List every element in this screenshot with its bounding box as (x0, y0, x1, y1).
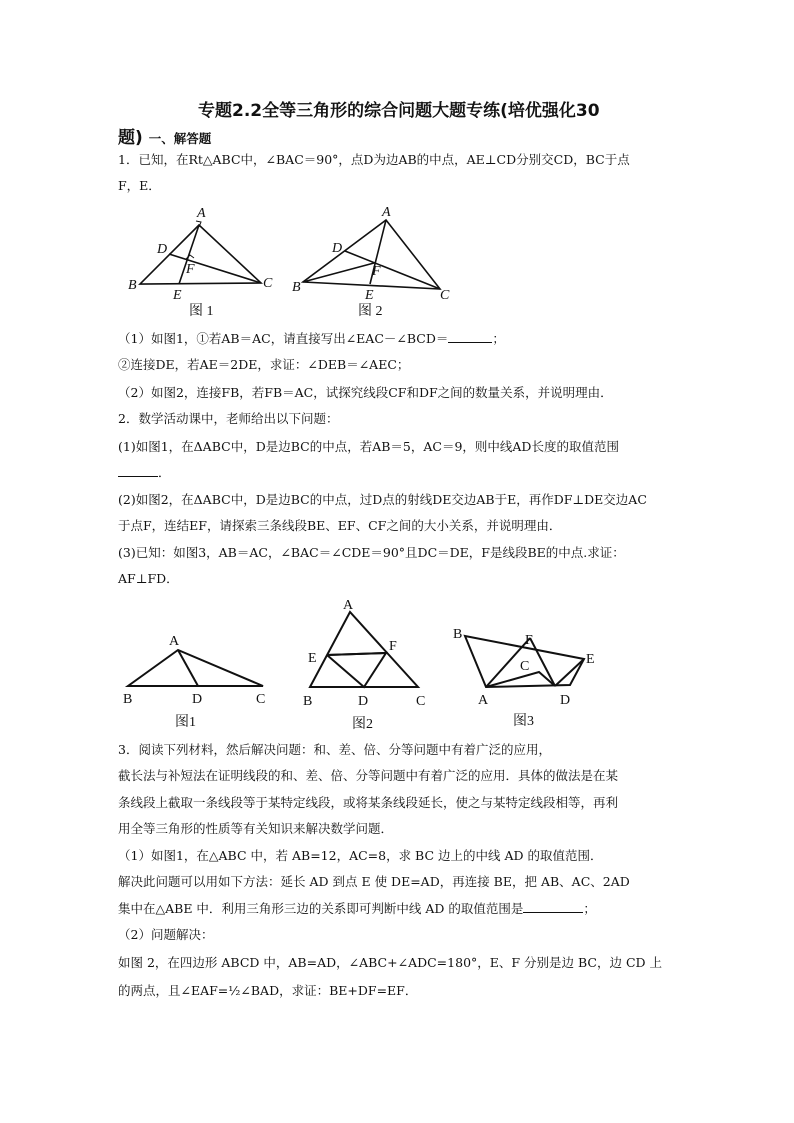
q3-part-1-method: 解决此问题可以用如下方法：延长 AD 到点 E 使 DE=AD，再连接 BE，把 AB、AC、2AD (118, 874, 630, 889)
q2-fig2-label-c: C (416, 694, 426, 709)
q3-part-1-conclusion-end: ； (583, 901, 596, 916)
q2-part-2-line-1: (2)如图2，在ΔABC中，D是边BC的中点，过D点的射线DE交边AB于E，再作DF⊥DE交边AC (118, 492, 647, 507)
q1-fig2-caption: 图 2 (358, 304, 383, 319)
q2-part-1-end: ． (158, 465, 171, 480)
q1-answer-blank-1[interactable] (448, 331, 492, 343)
q1-part-1a (118, 331, 678, 347)
q1-fig1-label-e: E (173, 288, 182, 303)
q2-figure-3 (450, 625, 610, 740)
q1-fig2-segment-fb (303, 263, 374, 282)
q1-stem-line-1: 1．已知，在Rt△ABC中，∠BAC＝90°，点D为边AB的中点，AE⊥CD分别交CD，BC于点 (118, 152, 630, 167)
q3-answer-blank-1[interactable] (523, 901, 583, 913)
q3-material-line-2: 条线段上截取一条线段等于某特定线段，或将某条线段延长，使之与某特定线段相等，再利 (118, 795, 619, 810)
q2-part-3-line-1: (3)已知：如图3，AB＝AC，∠BAC＝∠CDE＝90°且DC＝DE，F是线段BE的中点.求证： (118, 545, 625, 560)
q2-fig2-label-a: A (343, 598, 354, 613)
q2-fig2-label-d: D (358, 694, 369, 709)
q1-figure-2 (290, 203, 460, 343)
q3-part-2: （2）问题解决： (118, 927, 214, 942)
q2-fig2-label-f: F (389, 639, 397, 654)
q3-part-1: （1）如图1，在△ABC 中，若 AB=12，AC=8，求 BC 边上的中线 AD 的取值范围． (118, 848, 603, 863)
q2-fig3-label-c: C (520, 659, 530, 674)
section-heading: 一、解答题 (148, 131, 212, 146)
q1-fig1-right-angle-f (186, 255, 194, 259)
q2-fig2-caption: 图2 (352, 717, 373, 732)
q2-fig1-label-a: A (169, 634, 180, 649)
q2-fig2-label-e: E (308, 651, 317, 666)
title-line-2: 题) (118, 128, 143, 148)
q1-fig1-label-b: B (128, 278, 137, 293)
q1-fig2-label-c: C (440, 288, 450, 303)
q2-fig3-label-f: F (525, 633, 533, 648)
q1-part-2: （2）如图2，连接FB，若FB＝AC，试探究线段CF和DF之间的数量关系，并说明理由． (118, 385, 613, 400)
q1-fig2-label-a: A (382, 205, 391, 220)
q1-stem-line-2: F，E． (118, 178, 161, 193)
q1-part-1a-end: ； (492, 331, 505, 346)
q2-part-2-line-2: 于点F，连结EF，请探索三条线段BE、EF、CF之间的大小关系，并说明理由． (118, 518, 562, 533)
q2-stem: 2．数学活动课中，老师给出以下问题： (118, 411, 339, 426)
q1-figure-1 (125, 203, 285, 343)
q2-fig3-label-d: D (560, 693, 571, 708)
q1-fig1-label-c: C (263, 276, 273, 291)
q2-fig1-median-ad (178, 650, 198, 686)
q1-fig1-label-f: F (186, 262, 195, 277)
q2-fig1-label-b: B (123, 692, 133, 707)
q1-fig1-caption: 图 1 (189, 304, 214, 319)
q2-fig3-caption: 图3 (513, 714, 534, 729)
q2-figure-2 (300, 595, 440, 740)
q3-part-1-conclusion (118, 901, 678, 917)
q1-fig1-label-d: D (157, 242, 168, 257)
q2-fig3-segment-fd (530, 638, 555, 686)
q1-part-1b: ②连接DE，若AE＝2DE，求证：∠DEB＝∠AEC； (118, 357, 410, 372)
q2-fig2-triangle-abc (310, 612, 418, 687)
q2-answer-blank-1[interactable] (118, 465, 158, 477)
q1-fig2-label-e: E (365, 288, 374, 303)
q1-fig2-label-b: B (292, 280, 301, 295)
q2-fig1-label-c: C (256, 692, 266, 707)
q2-fig1-caption: 图1 (175, 715, 196, 730)
q2-fig2-label-b: B (303, 694, 313, 709)
q2-part-1-answer-line (118, 465, 678, 481)
q2-part-1: (1)如图1，在ΔABC中，D是边BC的中点，若AB＝5，AC＝9，则中线AD长度的取值范围 (118, 439, 619, 454)
q1-fig1-label-a: A (197, 206, 206, 221)
q3-part-1-conclusion-text: 集中在△ABE 中．利用三角形三边的关系即可判断中线 AD 的取值范围是 (118, 901, 524, 916)
q3-material-line-3: 用全等三角形的性质等有关知识来解决数学问题． (118, 821, 394, 836)
q2-figure-1 (118, 628, 278, 738)
q2-fig1-label-d: D (192, 692, 203, 707)
q1-fig2-label-f: F (372, 264, 381, 279)
q2-part-3-line-2: AF⊥FD． (118, 571, 179, 586)
q3-stem: 3．阅读下列材料，然后解决问题：和、差、倍、分等问题中有着广泛的应用， (118, 742, 551, 757)
q2-fig3-label-b: B (453, 627, 463, 642)
q2-fig3-label-e: E (586, 652, 595, 667)
title-line-1: 专题2.2全等三角形的综合问题大题专练(培优强化30 (198, 101, 600, 121)
q1-fig2-label-d: D (332, 241, 343, 256)
q2-fig2-triangle-edf (327, 653, 386, 687)
q2-fig2-segment-ef (327, 653, 386, 655)
q2-fig3-label-a: A (478, 693, 489, 708)
q3-part-2-line-2: 的两点，且∠EAF=½∠BAD，求证：BE+DF=EF． (118, 983, 418, 998)
q1-fig1-segment-cd (169, 254, 261, 283)
q3-material-line-1: 截长法与补短法在证明线段的和、差、倍、分等问题中有着广泛的应用．具体的做法是在某 (118, 768, 619, 783)
q1-part-1a-text: （1）如图1，①若AB＝AC，请直接写出∠EAC－∠BCD＝ (118, 331, 449, 346)
q2-fig3-segment-de (555, 659, 584, 686)
q3-part-2-line-1: 如图 2，在四边形 ABCD 中，AB=AD，∠ABC+∠ADC=180°，E、F 分别是边 BC，边 CD 上 (118, 955, 663, 970)
page-title (118, 98, 718, 152)
